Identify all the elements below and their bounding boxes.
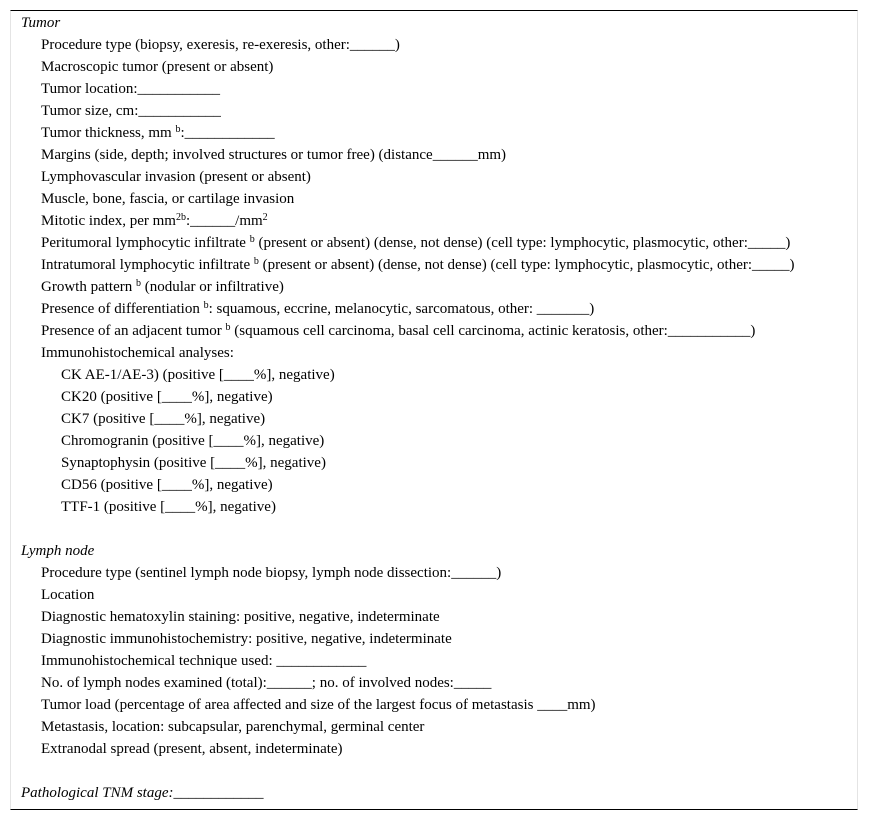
pathology-report-table	[10, 10, 858, 810]
lymph-node-item: Immunohistochemical technique used: ____________	[41, 653, 367, 669]
ihc-item: CK AE-1/AE-3) (positive [____%], negative)	[61, 367, 335, 383]
item-text: :______/mm	[185, 213, 263, 229]
item-text: Intratumoral lymphocytic infiltrate	[41, 257, 254, 273]
footnote-marker: b	[203, 300, 209, 311]
ihc-item: Chromogranin (positive [____%], negative)	[61, 433, 325, 449]
tumor-item	[11, 254, 857, 276]
tumor-item	[11, 122, 857, 144]
tumor-item: Procedure type (biopsy, exeresis, re-exeresis, other:______)	[41, 37, 400, 53]
lymph-node-item: Extranodal spread (present, absent, indeterminate)	[41, 741, 343, 757]
ihc-item: TTF-1 (positive [____%], negative)	[61, 499, 276, 515]
tnm-stage-label: Pathological TNM stage:	[21, 785, 174, 801]
tumor-item: Macroscopic tumor (present or absent)	[41, 59, 274, 75]
tumor-item: Margins (side, depth; involved structures or tumor free) (distance______mm)	[41, 147, 507, 163]
tnm-stage-blank: ____________	[173, 785, 264, 801]
item-text: Tumor thickness, mm	[41, 125, 176, 141]
lymph-node-item: Tumor load (percentage of area affected and size of the largest focus of metastasis ____mm)	[41, 697, 596, 713]
item-text: :____________	[180, 125, 275, 141]
tumor-item: Muscle, bone, fascia, or cartilage invasion	[41, 191, 295, 207]
lymph-node-heading: Lymph node	[21, 543, 95, 559]
unit-exponent: 2	[262, 212, 268, 223]
ihc-item: Synaptophysin (positive [____%], negative)	[61, 455, 326, 471]
tumor-heading: Tumor	[21, 15, 61, 31]
footnote-marker: b	[175, 124, 181, 135]
item-text: (squamous cell carcinoma, basal cell carcinoma, actinic keratosis, other:___________)	[230, 323, 756, 339]
tumor-item: Lymphovascular invasion (present or absent)	[41, 169, 311, 185]
item-text: (nodular or infiltrative)	[140, 279, 284, 295]
tumor-item: Tumor location:___________	[41, 81, 221, 97]
ihc-item: CK20 (positive [____%], negative)	[61, 389, 273, 405]
tumor-item: Immunohistochemical analyses:	[41, 345, 234, 361]
lymph-node-item: Diagnostic immunohistochemistry: positive, negative, indeterminate	[41, 631, 452, 647]
tumor-item	[11, 298, 857, 320]
tumor-item	[11, 232, 857, 254]
footnote-marker: 2b	[175, 212, 186, 223]
item-text: Presence of differentiation	[41, 301, 204, 317]
tumor-item	[11, 210, 857, 232]
lymph-node-item: Diagnostic hematoxylin staining: positive, negative, indeterminate	[41, 609, 440, 625]
item-text: Mitotic index, per mm	[41, 213, 176, 229]
item-text: : squamous, eccrine, melanocytic, sarcomatous, other: _______)	[208, 301, 595, 317]
item-text: (present or absent) (dense, not dense) (cell type: lymphocytic, plasmocytic, other:_____)	[258, 257, 795, 273]
ihc-item: CD56 (positive [____%], negative)	[61, 477, 273, 493]
footnote-marker: b	[249, 234, 255, 245]
footnote-marker: b	[253, 256, 259, 267]
lymph-node-item: Procedure type (sentinel lymph node biopsy, lymph node dissection:______)	[41, 565, 502, 581]
item-text: (present or absent) (dense, not dense) (cell type: lymphocytic, plasmocytic, other:_____)	[254, 235, 791, 251]
item-text: Growth pattern	[41, 279, 136, 295]
footnote-marker: b	[225, 322, 231, 333]
lymph-node-item: Location	[41, 587, 95, 603]
item-text: Peritumoral lymphocytic infiltrate	[41, 235, 250, 251]
lymph-node-item: Metastasis, location: subcapsular, parenchymal, germinal center	[41, 719, 425, 735]
ihc-item: CK7 (positive [____%], negative)	[61, 411, 266, 427]
tumor-item: Tumor size, cm:___________	[41, 103, 221, 119]
tumor-item	[11, 276, 857, 298]
lymph-node-item: No. of lymph nodes examined (total):______; no. of involved nodes:_____	[41, 675, 492, 691]
tnm-stage	[11, 782, 857, 804]
item-text: Presence of an adjacent tumor	[41, 323, 226, 339]
footnote-marker: b	[135, 278, 141, 289]
tumor-item	[11, 320, 857, 342]
